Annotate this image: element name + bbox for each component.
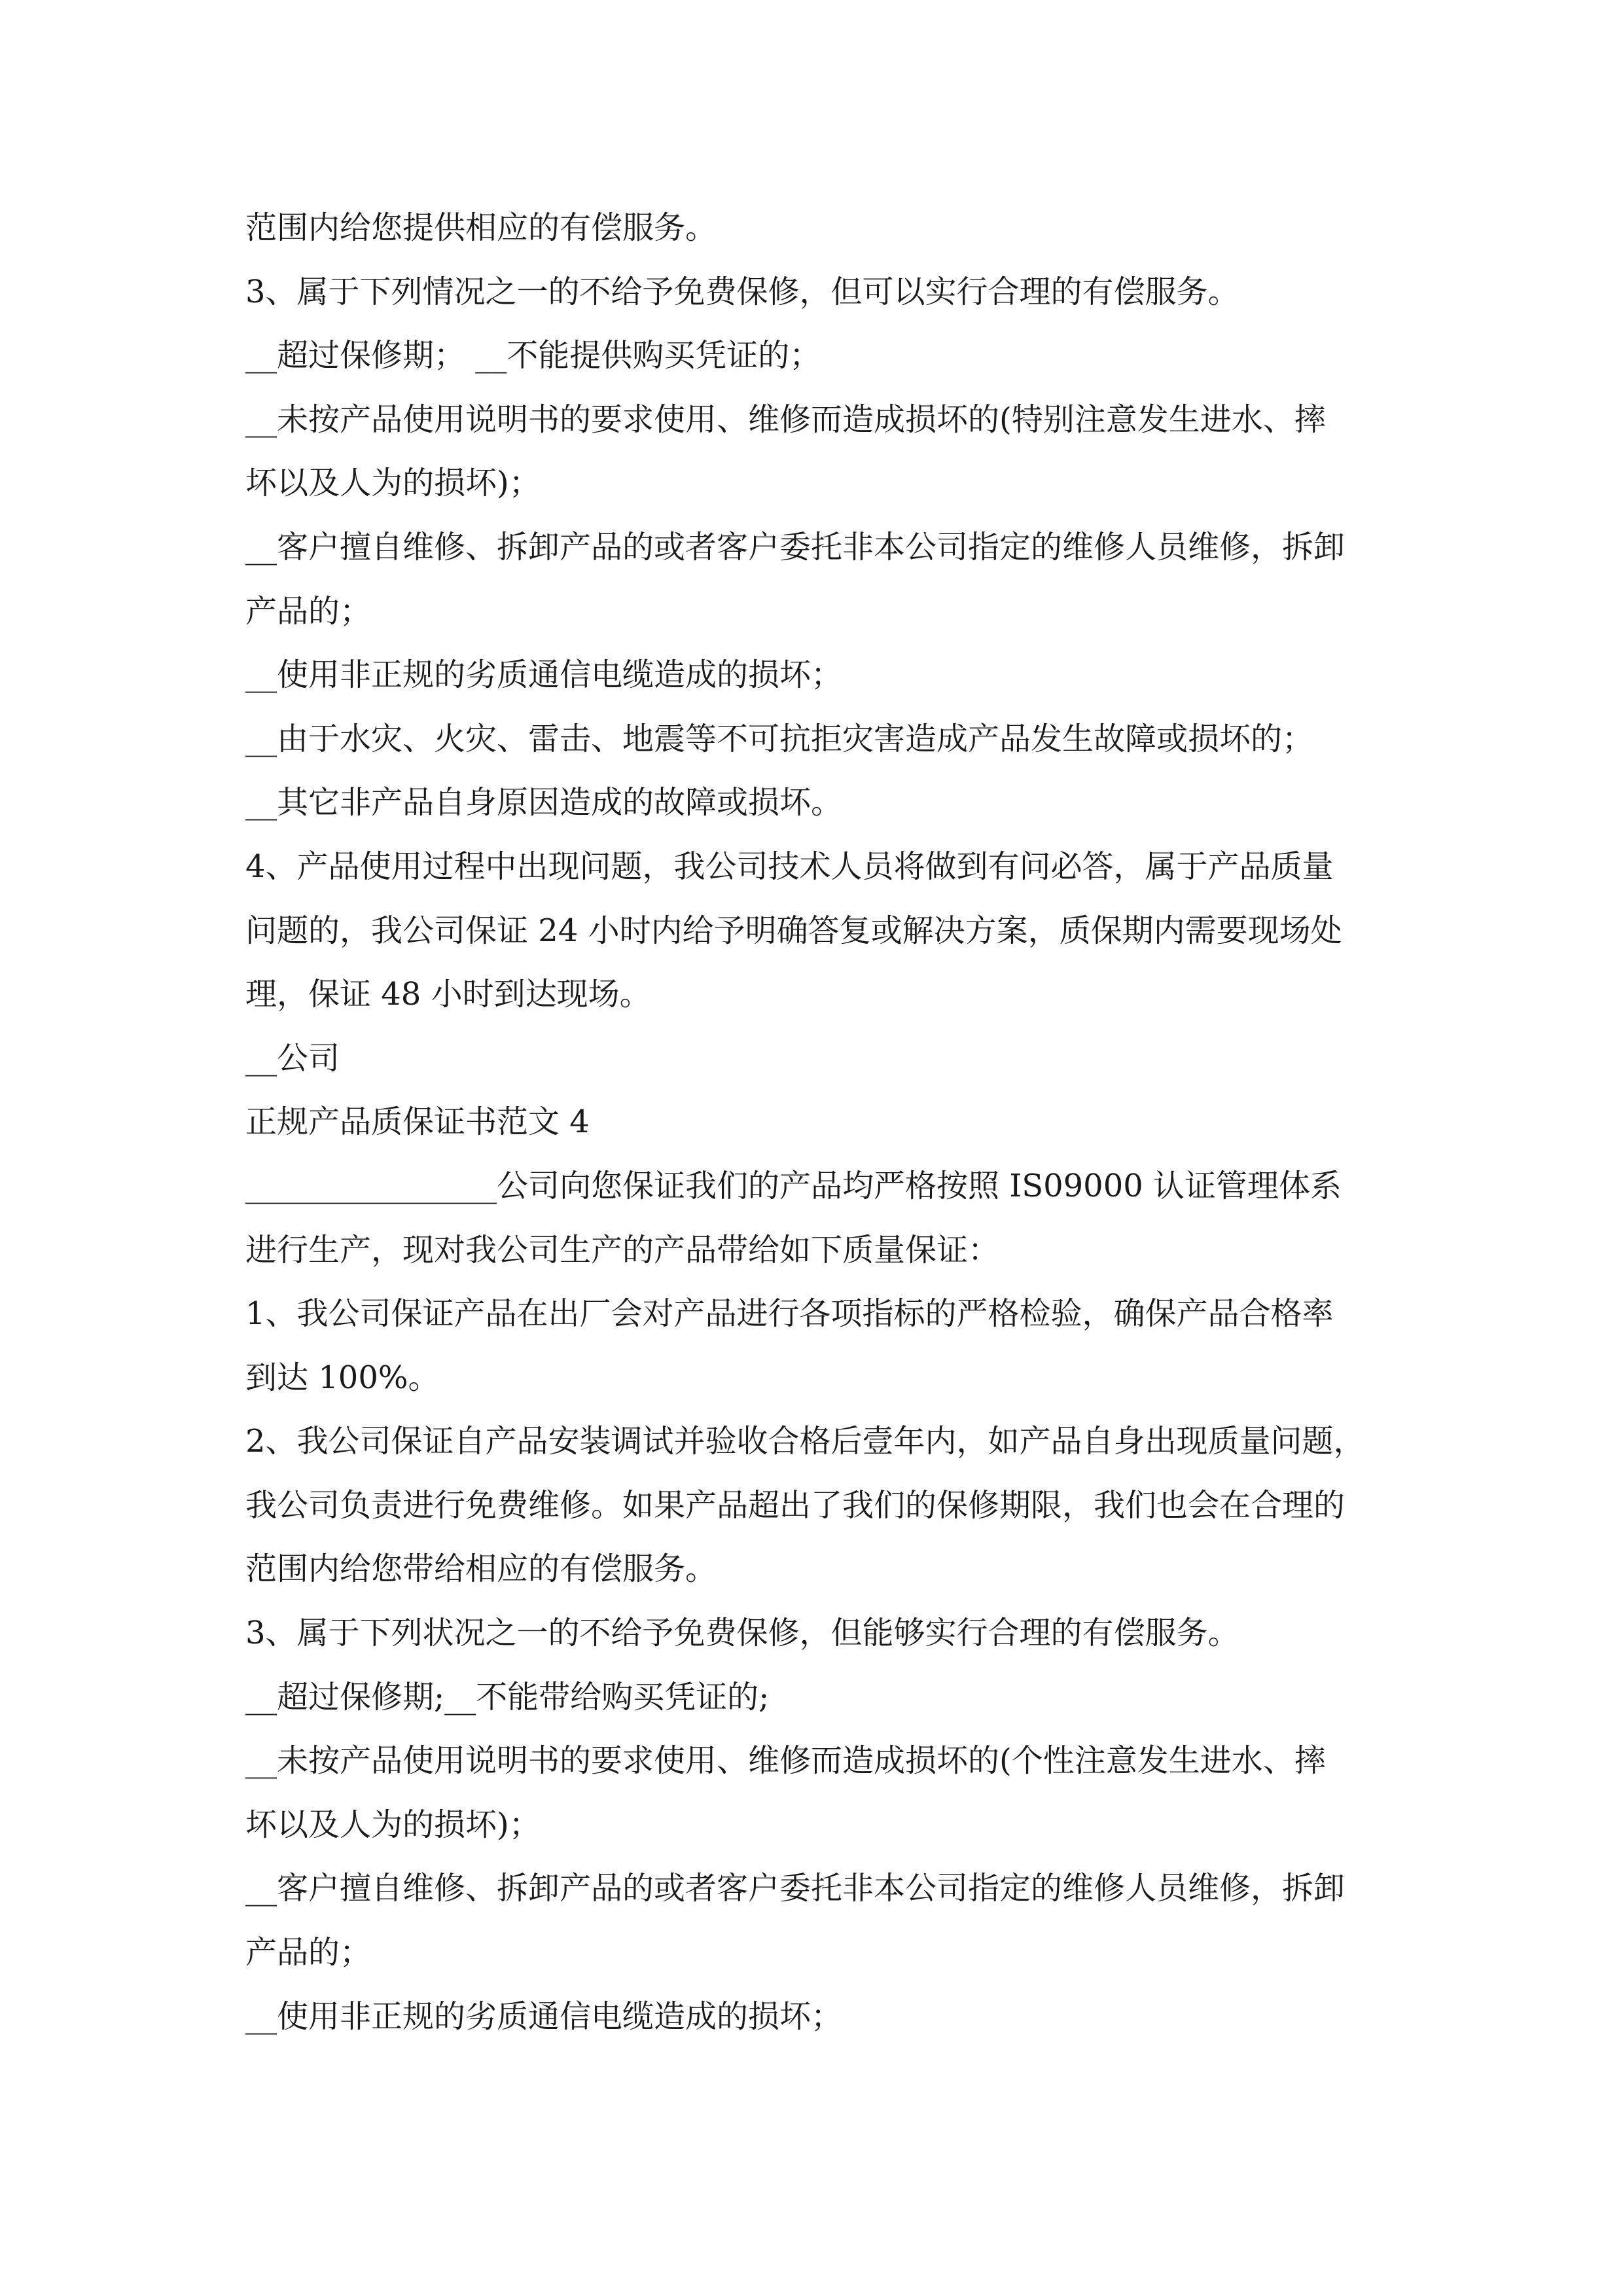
list-item-line: __使用非正规的劣质通信电缆造成的损坏； [245, 1998, 843, 2035]
paragraph-line: 理，保证 48 小时到达现场。 [245, 976, 651, 1013]
paragraph-line: 坏以及人为的损坏)； [245, 465, 541, 502]
list-item-line: 3、属于下列状况之一的不给予免费保修，但能够实行合理的有偿服务。 [245, 1615, 1240, 1652]
paragraph-line: 范围内给您提供相应的有偿服务。 [245, 209, 717, 246]
list-item-line: __未按产品使用说明书的要求使用、维修而造成损坏的(个性注意发生进水、摔 [245, 1742, 1326, 1780]
list-item-line: 4、产品使用过程中出现问题，我公司技术人员将做到有问必答，属于产品质量 [245, 848, 1334, 885]
list-item-line: 2、我公司保证自产品安装调试并验收合格后壹年内，如产品自身出现质量问题， [245, 1423, 1365, 1460]
document-body [245, 196, 1381, 2049]
list-item-line: __其它非产品自身原因造成的故障或损坏。 [245, 784, 843, 821]
paragraph-line: ________________公司向您保证我们的产品均严格按照 IS09000 认证管理体系 [245, 1167, 1342, 1204]
company-signature-line: __公司 [245, 1039, 340, 1077]
list-item-line: __由于水灾、火灾、雷击、地震等不可抗拒灾害造成产品发生故障或损坏的； [245, 720, 1314, 757]
list-item-line: __超过保修期； __不能提供购买凭证的； [245, 337, 821, 374]
section-title: 正规产品质保证书范文 4 [245, 1103, 590, 1141]
list-item-line: __客户擅自维修、拆卸产品的或者客户委托非本公司指定的维修人员维修，拆卸 [245, 528, 1346, 565]
paragraph-line: 进行生产，现对我公司生产的产品带给如下质量保证： [245, 1231, 1000, 1268]
list-item-line: __客户擅自维修、拆卸产品的或者客户委托非本公司指定的维修人员维修，拆卸 [245, 1870, 1346, 1907]
paragraph-line: 范围内给您带给相应的有偿服务。 [245, 1551, 717, 1588]
list-item-line: __未按产品使用说明书的要求使用、维修而造成损坏的(特别注意发生进水、摔 [245, 401, 1326, 438]
paragraph-line: 产品的； [245, 1934, 372, 1971]
paragraph-line: 到达 100%。 [245, 1359, 440, 1396]
list-item-line: 3、属于下列情况之一的不给予免费保修，但可以实行合理的有偿服务。 [245, 273, 1240, 310]
paragraph-line: 产品的； [245, 592, 372, 630]
paragraph-line: 我公司负责进行免费维修。如果产品超出了我们的保修期限，我们也会在合理的 [245, 1486, 1346, 1524]
paragraph-line: 坏以及人为的损坏)； [245, 1806, 541, 1843]
list-item-line: 1、我公司保证产品在出厂会对产品进行各项指标的严格检验，确保产品合格率 [245, 1295, 1334, 1333]
list-item-line: __超过保修期;__不能带给购买凭证的; [245, 1678, 770, 1715]
paragraph-line: 问题的，我公司保证 24 小时内给予明确答复或解决方案，质保期内需要现场处 [245, 912, 1342, 949]
list-item-line: __使用非正规的劣质通信电缆造成的损坏； [245, 656, 843, 694]
